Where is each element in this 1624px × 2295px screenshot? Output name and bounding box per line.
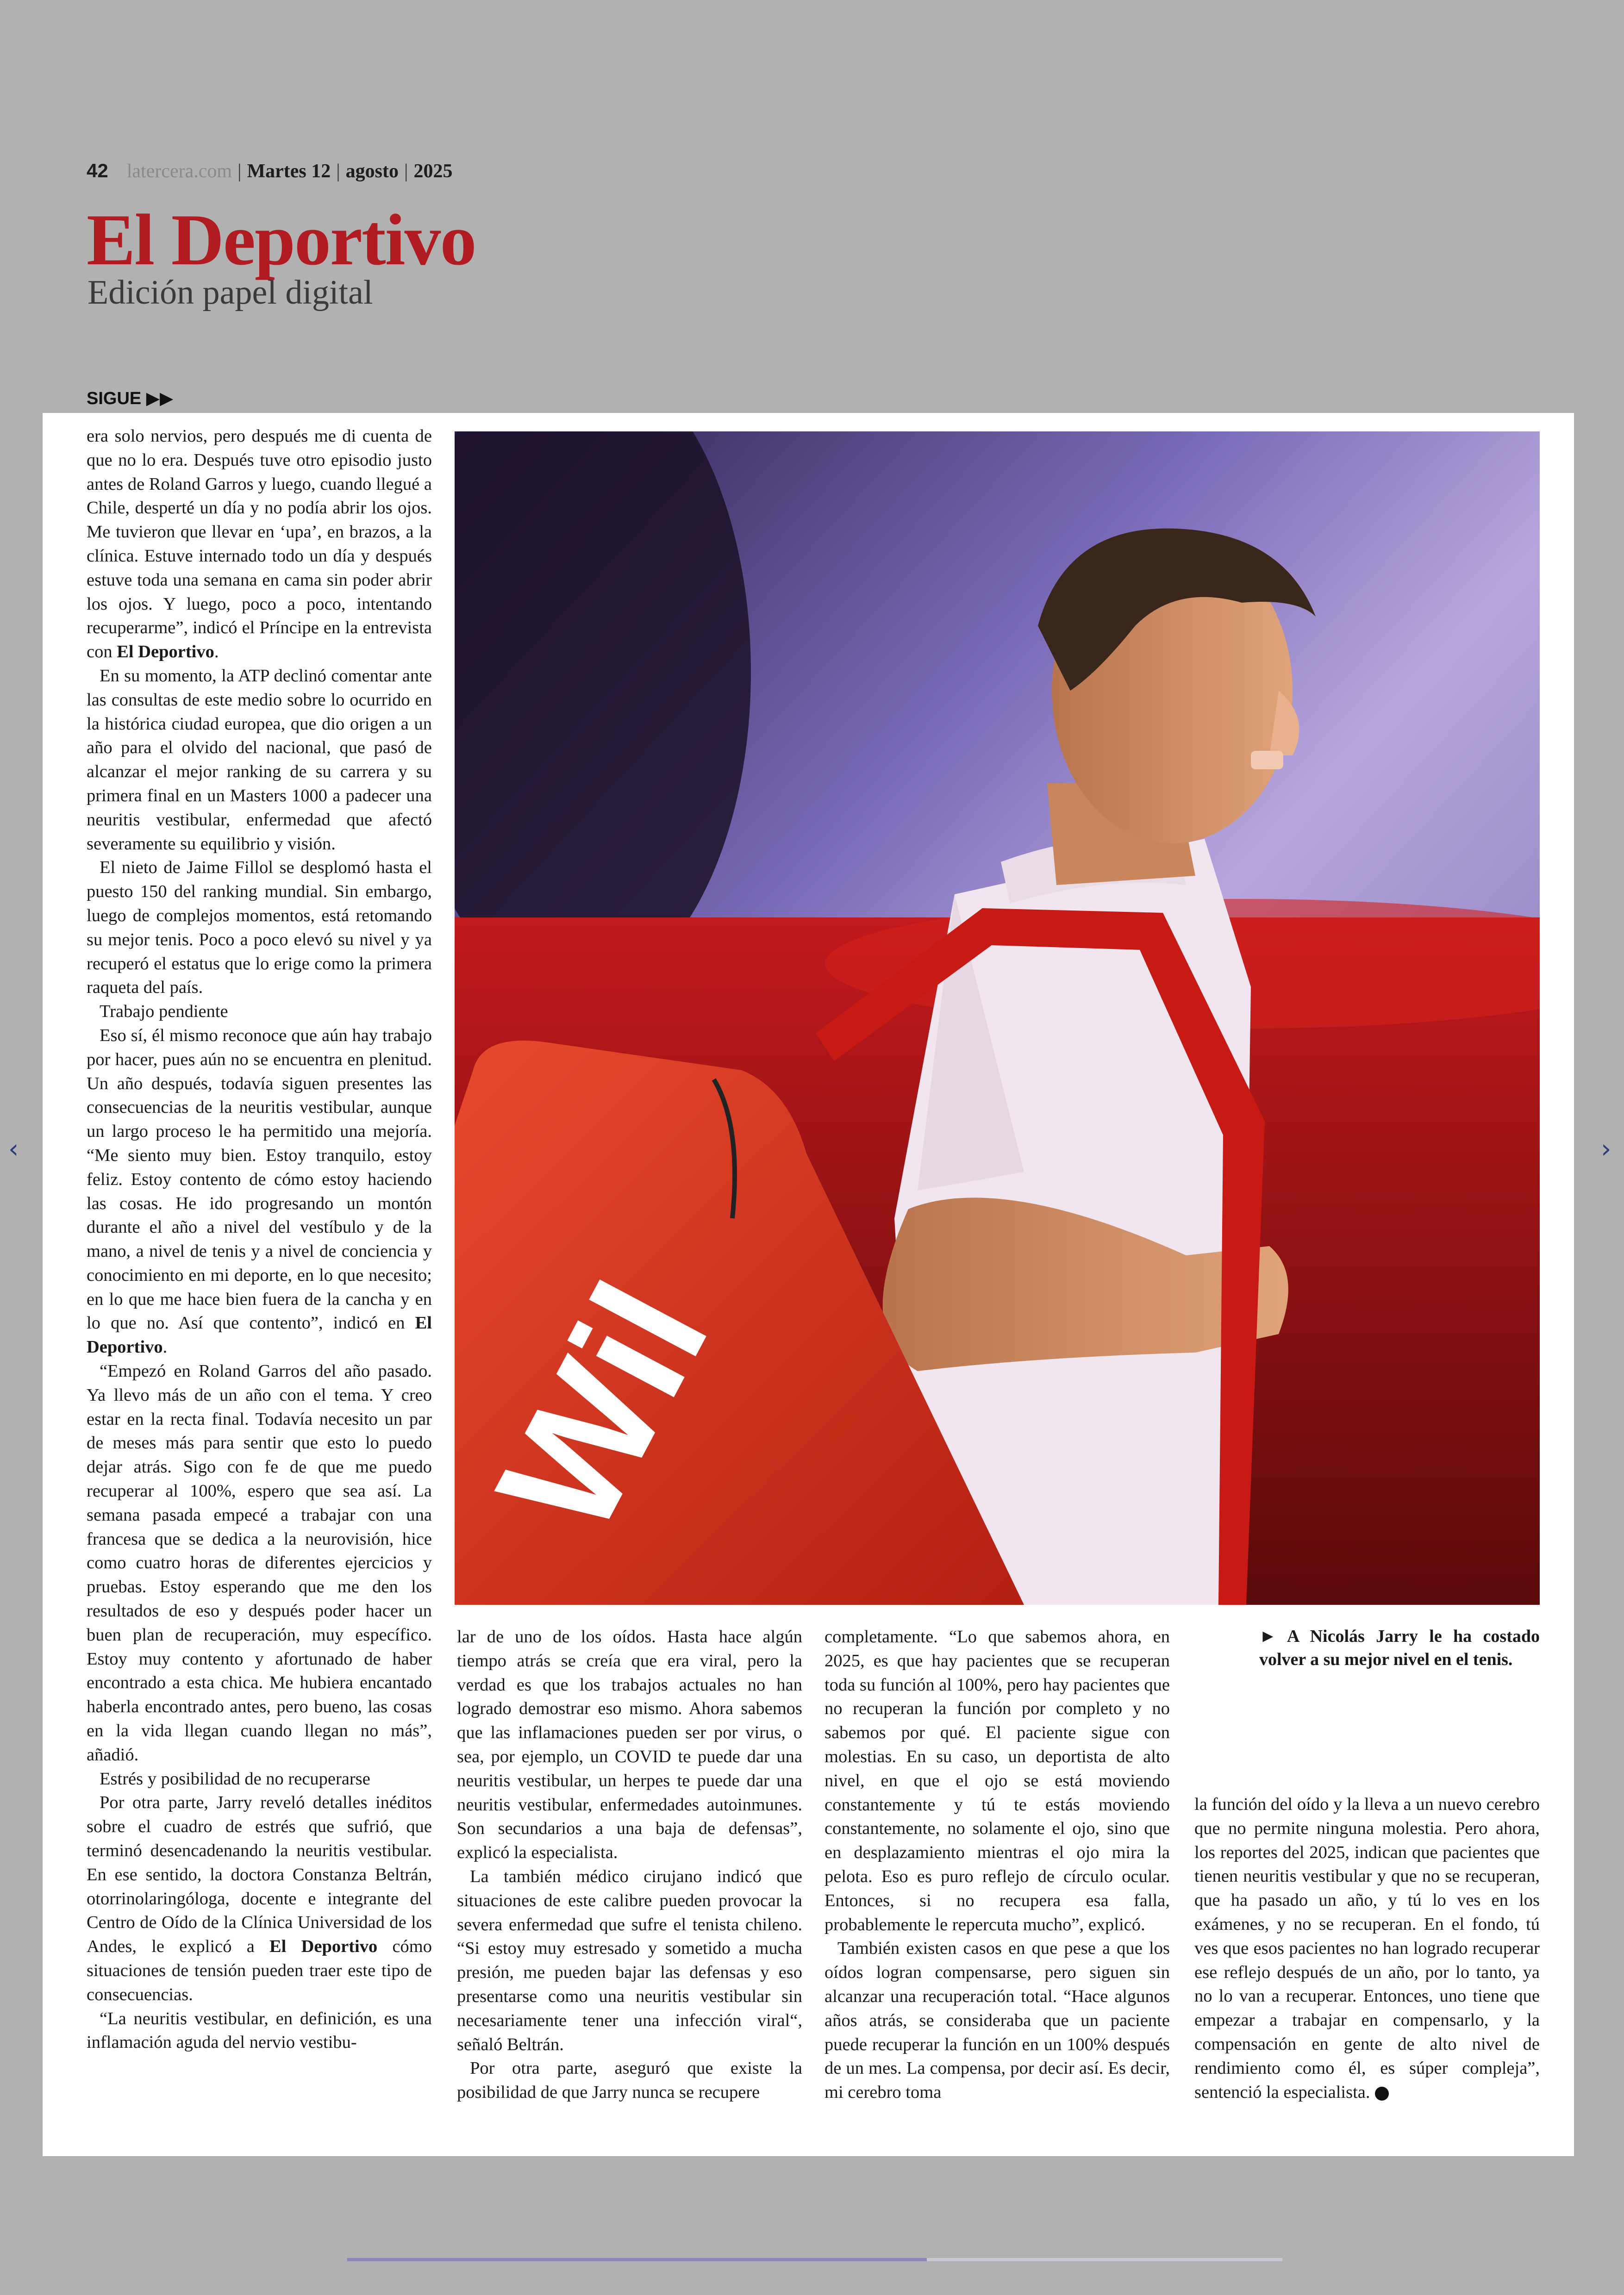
paragraph-text: era solo nervios, pero después me di cuenta de que no lo era. Después tuve otro episodio justo antes de Roland Garros y luego, cuando llegué a Chile, desperté un día y no podía abrir los ojos. Me tuvieron que llevar en ‘upa’, en brazos, a la clínica. Estuve internado todo un día y después estuve toda una semana en cama sin poder abrir los ojos. Y luego, poco a poco, intentando recuperarme”, indicó el Príncipe en la entrevista con: [87, 426, 432, 662]
tennis-player-illustration: [455, 431, 1540, 1605]
article-column-2: [457, 1625, 802, 2105]
date-month: agosto: [345, 161, 399, 182]
brand-title: El Deportivo: [87, 200, 476, 281]
article-photo: [455, 431, 1540, 1605]
page-number: 42: [87, 160, 108, 181]
date-year: 2025: [413, 161, 453, 182]
paragraph: La también médico cirujano indicó que situaciones de este calibre pueden provocar la severa enfermedad que sufre el tenista chileno. “Si estoy muy estresado y sometido a mucha presión, me pueden bajar las defensas y eso presentarse como una neuritis vestibular sin necesariamente tener una infección viral“, señaló Beltrán.: [457, 1866, 802, 2054]
continues-label: SIGUE ▶▶: [87, 389, 174, 408]
next-page-arrow-icon[interactable]: ›: [1601, 1134, 1612, 1164]
previous-page-arrow-icon[interactable]: ‹: [8, 1134, 19, 1164]
photo-caption: ► A Nicolás Jarry le ha costado volver a su mejor nivel en el tenis.: [1259, 1627, 1540, 1669]
site-name: latercera.com: [126, 161, 232, 182]
paragraph: “Empezó en Roland Garros del año pasado. Ya llevo más de un año con el tema. Y creo estar en la recta final. Todavía necesito un par de meses más para sentir que esto lo puedo dejar atrás. Sigo con fe de que me puedo recuperar al 100%, espero que sea así. La semana pasada empecé a trabajar con una francesa que se dedica a la neurovisión, hice como cuatro horas de diferentes ejercicios y pruebas. Estoy esperando que me den los resultados de eso y después poder hacer un buen plan de recuperación, muy específico. Estoy muy contento y afortunado de haber encontrado a esta chica. Me hubiera encantado haberla encontrado antes, pero bueno, las cosas en la vida llegan cuando llegan no más”, añadió.: [87, 1361, 432, 1765]
bag-logo: Wil: [462, 1255, 743, 1562]
date-day: Martes 12: [247, 161, 331, 182]
paragraph: [1194, 1793, 1540, 2104]
divider: |: [404, 161, 408, 182]
paragraph: También existen casos en que pese a que los oídos logran compensarse, pero siguen sin alcanzar una recuperación total. “Hace algunos años atrás, se consideraba que un paciente puede recuperar la función en un 100% después de un mes. La compensa, por decir así. Es decir, mi cerebro toma: [824, 1939, 1170, 2102]
brand-mention: El Deportivo: [117, 642, 214, 662]
paragraph-text: Eso sí, él mismo reconoce que aún hay trabajo por hacer, pues aún no se encuentra en plenitud. Un año después, todavía siguen presentes las consecuencias de la neuritis vestibular, aunque un largo proceso le ha permitido una mejoría. “Me siento muy bien. Estoy tranquilo, estoy feliz. Estoy contento de cómo estoy haciendo las cosas. He ido progresando un montón durante el año a nivel del vestíbulo y de la mano, a nivel de tenis y a nivel de conciencia y conocimiento en mi deporte, en lo que necesito; en lo que me hace bien fuera de la cancha y en lo que no. Así que contento”, indicó en: [87, 1025, 432, 1333]
brand-mention: El Deportivo: [87, 1313, 432, 1357]
page-progress-bar[interactable]: [347, 2258, 1282, 2261]
subheading: Trabajo pendiente: [100, 1002, 228, 1022]
end-mark-icon: [1375, 2087, 1389, 2101]
brand-mention: El Deportivo: [269, 1937, 378, 1957]
divider: |: [336, 161, 340, 182]
divider: |: [237, 161, 242, 182]
article-column-3: [824, 1625, 1170, 2105]
article-column-4: [1194, 1793, 1540, 2104]
paragraph-text: cómo situaciones de tensión pueden traer este tipo de consecuencias.: [87, 1937, 432, 2004]
edition-subtitle: Edición papel digital: [87, 274, 373, 312]
paragraph: “La neuritis vestibular, en definición, es una inflamación aguda del nervio vestibu-: [87, 2008, 432, 2052]
paragraph: completamente. “Lo que sabemos ahora, en 2025, es que hay pacientes que se recuperan toda su función al 100%, pero hay pacientes que no recuperan la función por completo y no sabemos por qué. El paciente sigue con molestias. En su caso, un deportista de alto nivel, en que el ojo se está moviendo constantemente y tú te estás moviendo constantemente, no solamente el ojo, sino que en desplazamiento mientras el ojo mira la pelota. Eso es puro reflejo de círculo ocular. Entonces, si no recupera esa falla, probablemente le repercuta mucho”, explicó.: [824, 1627, 1170, 1934]
page-progress-fill: [347, 2258, 927, 2261]
paragraph: [87, 1791, 432, 2007]
paragraph: En su momento, la ATP declinó comentar ante las consultas de este medio sobre lo ocurrido en la histórica ciudad europea, que dio origen a un año para el olvido del nacional, que pasó de alcanzar el mejor ranking de su carrera y su primera final en un Masters 1000 a padecer una neuritis vestibular, enfermedad que afectó severamente su equilibrio y visión.: [87, 666, 432, 854]
article-column-1: [87, 424, 432, 2055]
paragraph: Eso sí, él mismo reconoce que aún hay trabajo por hacer, pues aún no se encuentra en plenitud. Un año después, todavía siguen presentes las consecuencias de la neuritis vestibular, aunque un largo proceso le ha permitido una mejoría. “Me siento muy bien. Estoy tranquilo, estoy feliz. Estoy contento de cómo estoy haciendo las cosas. He ido progresando un montón durante el año a nivel del vestíbulo y de la mano, a nivel de tenis y a nivel de conciencia y conocimiento en mi deporte, en lo que necesito; en lo que me hace bien fuera de la cancha y en lo que no. Así que contento”, indicó en El Deportivo.: [87, 1025, 432, 1357]
paragraph: lar de uno de los oídos. Hasta hace algún tiempo atrás se creía que era viral, pero la verdad es que los trabajos actuales no han logrado demostrar eso mismo. Ahora sabemos que las inflamaciones pueden ser por virus, o sea, por ejemplo, un COVID te puede dar una neuritis vestibular, un herpes te puede dar una neuritis vestibular, enfermedades autoinmunes. Son secundarios a una baja de defensas”, explicó la especialista.: [457, 1627, 802, 1863]
subheading: Estrés y posibilidad de no recuperarse: [100, 1769, 370, 1789]
dateline: [87, 160, 452, 182]
paragraph: era solo nervios, pero después me di cuenta de que no lo era. Después tuve otro episodio justo antes de Roland Garros y luego, cuando llegué a Chile, desperté un día y no podía abrir los ojos. Me tuvieron que llevar en ‘upa’, en brazos, a la clínica. Estuve internado todo un día y después estuve toda una semana en cama sin poder abrir los ojos. Y luego, poco a poco, intentando recuperarme”, indicó el Príncipe en la entrevista con El Deportivo.: [87, 426, 432, 662]
masthead: [87, 160, 452, 182]
paragraph: Por otra parte, aseguró que existe la posibilidad de que Jarry nunca se recupere: [457, 2058, 802, 2102]
paragraph-text: la función del oído y la lleva a un nuevo cerebro que no permite ninguna molestia. Pero ahora, los reportes del 2025, indican que pacientes que tienen neuritis vestibular y que no se recuperan, que ha pasado un año, y tú lo ves en los exámenes, y no se recuperan. En el fondo, tú ves que esos pacientes no han logrado recuperar ese reflejo después de un año, por lo tanto, ya no lo van a recuperar. Entonces, uno tiene que empezar a trabajar en compensarlo, y la compensación en gente de alto nivel de rendimiento como él, es súper compleja”, sentenció la especialista.: [1194, 1795, 1540, 2102]
paragraph: El nieto de Jaime Fillol se desplomó hasta el puesto 150 del ranking mundial. Sin embargo, luego de complejos momentos, está retomando su mejor tenis. Poco a poco elevó su nivel y ya recuperó el estatus que lo erige como la primera raqueta del país.: [87, 858, 432, 998]
paragraph-text: Por otra parte, Jarry reveló detalles inéditos sobre el cuadro de estrés que sufrió, que terminó desencadenando la neuritis vestibular. En ese sentido, la doctora Constanza Beltrán, otorrinolaringóloga, docente e integrante del Centro de Oído de la Clínica Universidad de los Andes, le explicó a: [87, 1793, 432, 1957]
